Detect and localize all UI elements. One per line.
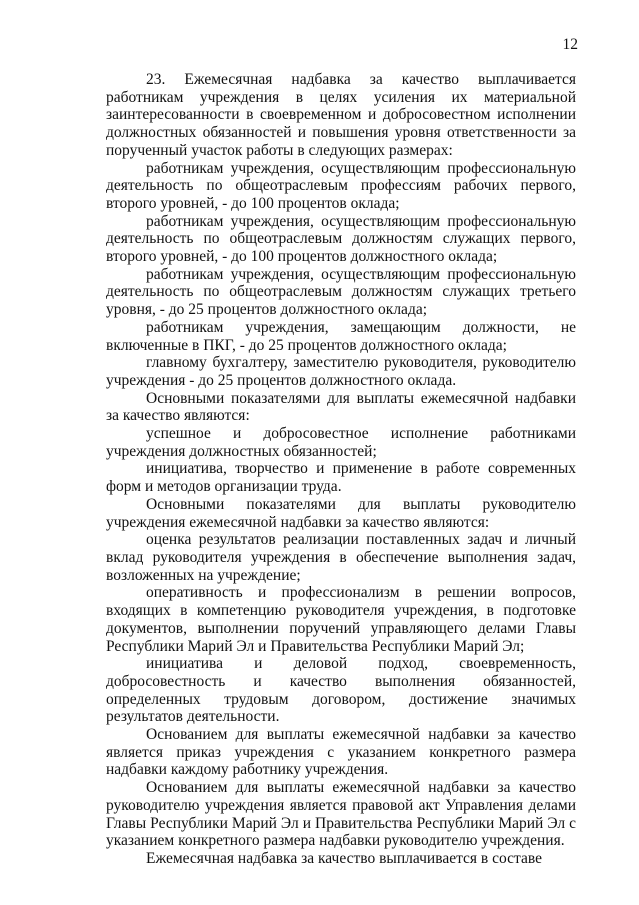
paragraph-rate-workers-professions: работникам учреждения, осуществляющим профессиональную деятельность по общеотраслевым профессиям рабочих первого, второго уровней, - до 100 процентов оклада;: [106, 159, 576, 212]
paragraph-indicators-heading: Основными показателями для выплаты ежемесячной надбавки за качество являются:: [106, 389, 576, 425]
paragraph-head-indicator-initiative: инициатива и деловой подход, своевременность, добросовестность и качество выполнения обязанностей, определенных трудовым договором, достижение значимых результатов деятельности.: [106, 655, 576, 726]
document-body: [106, 71, 576, 868]
paragraph-head-indicators-heading: Основными показателями для выплаты руководителю учреждения ежемесячной надбавки за качество являются:: [106, 495, 576, 531]
paragraph-continuation: Ежемесячная надбавка за качество выплачивается в составе: [146, 849, 542, 867]
paragraph-indicator-diligence: успешное и добросовестное исполнение работниками учреждения должностных обязанностей;: [106, 425, 576, 460]
paragraph-rate-non-pkg: работникам учреждения, замещающим должности, не включенные в ПКГ, - до 25 процентов должностного оклада;: [106, 318, 576, 354]
paragraph-indicator-initiative: инициатива, творчество и применение в работе современных форм и методов организации труда.: [106, 460, 576, 496]
paragraph-item-23-intro: 23. Ежемесячная надбавка за качество выплачивается работникам учреждения в целях усиления их материальной заинтересованности в своевременном и добросовестном исполнении должностных обязанностей и повышения уровня ответственности за порученный участок работы в следующих размерах:: [106, 71, 576, 159]
paragraph-rate-employees-level-3: работникам учреждения, осуществляющим профессиональную деятельность по общеотраслевым должностям служащих третьего уровня, - до 25 процентов должностного оклада;: [106, 265, 576, 319]
paragraph-head-indicator-professionalism: оперативность и профессионализм в решении вопросов, входящих в компетенцию руководителя учреждения, в подготовке документов, выполнении поручений управляющего делами Главы Республики Марий Эл и Правительства Республики Марий Эл;: [106, 584, 576, 655]
paragraph-basis-head: Основанием для выплаты ежемесячной надбавки за качество руководителю учреждения является правовой акт Управления делами Главы Республики Марий Эл и Правительства Республики Марий Эл с указанием конкретного размера надбавки руководителю учреждения.: [106, 779, 576, 850]
paragraph-rate-employees-levels-1-2: работникам учреждения, осуществляющим профессиональную деятельность по общеотраслевым должностям служащих первого, второго уровней, - до 100 процентов должностного оклада;: [106, 212, 576, 266]
page-number: 12: [562, 36, 578, 53]
paragraph-head-indicator-results: оценка результатов реализации поставленных задач и личный вклад руководителя учреждения в обеспечение выполнения задач, возложенных на учреждение;: [106, 531, 576, 584]
paragraph-rate-management: главному бухгалтеру, заместителю руководителя, руководителю учреждения - до 25 процентов должностного оклада.: [106, 354, 576, 389]
paragraph-basis-workers: Основанием для выплаты ежемесячной надбавки за качество является приказ учреждения с указанием конкретного размера надбавки каждому работнику учреждения.: [106, 726, 576, 779]
